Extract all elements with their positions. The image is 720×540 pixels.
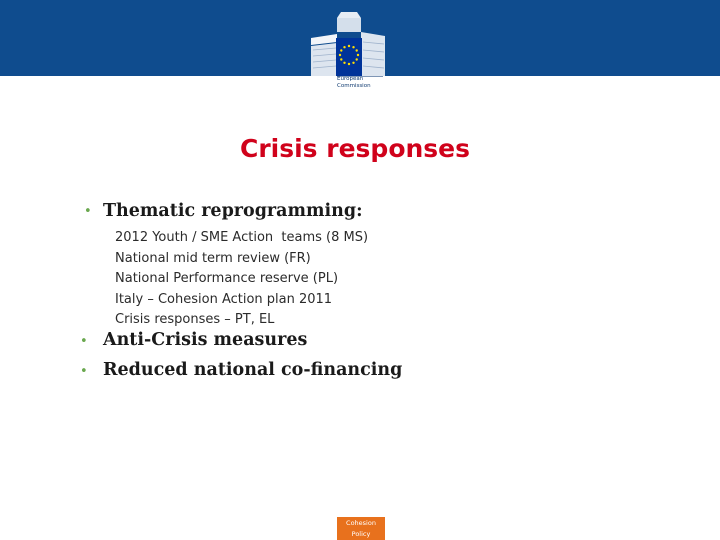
slide-title-text: Crisis responses <box>239 134 471 163</box>
bullet-reduced-co-financing: Reduced national co-financing <box>103 360 403 380</box>
logo-line-2: Commission <box>337 83 371 89</box>
bullet-anti-crisis-measures: Anti-Crisis measures <box>103 330 308 350</box>
footer-line-1: Cohesion <box>346 519 376 527</box>
bullet-dot-icon: • <box>80 334 88 349</box>
cohesion-policy-label <box>337 518 385 540</box>
bullet-dot-icon: • <box>84 204 92 219</box>
sub-item: National Performance reserve (PL) <box>115 271 339 286</box>
sub-item: 2012 Youth / SME Action teams (8 MS) <box>115 230 369 245</box>
sub-item: National mid term review (FR) <box>115 250 311 266</box>
bullet-thematic-reprogramming: Thematic reprogramming: <box>103 201 363 221</box>
eu-flag <box>336 38 362 76</box>
logo-line-1: European <box>337 76 364 82</box>
slide-title <box>0 134 710 163</box>
footer-line-2: Policy <box>351 530 371 538</box>
sub-item: Italy – Cohesion Action plan 2011 <box>115 291 333 307</box>
sub-item: Crisis responses – PT, EL <box>115 312 275 327</box>
logo-text <box>337 76 387 90</box>
sub-item-list <box>115 228 368 331</box>
bullet-dot-icon: • <box>80 364 88 379</box>
